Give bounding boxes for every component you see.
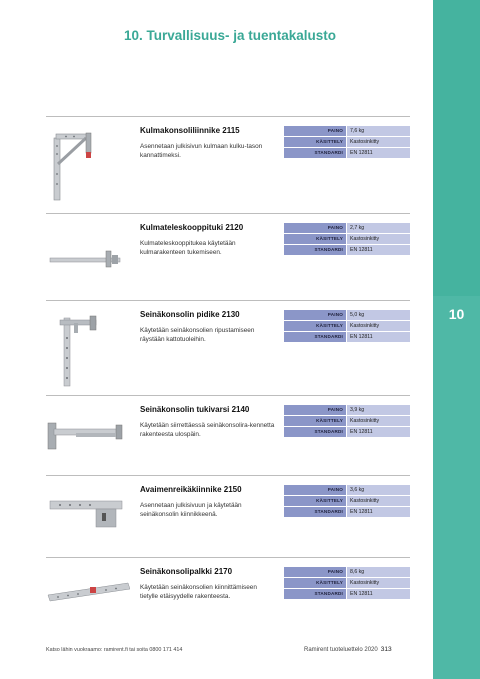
footer-catalog xyxy=(304,646,392,653)
spec-label-weight: PAINO xyxy=(284,405,346,415)
spec-value-standard: EN 12811 xyxy=(347,148,410,158)
spec-value-handling: Kastosinkitty xyxy=(347,321,410,331)
divider xyxy=(46,116,410,117)
product-item xyxy=(46,557,410,649)
spec-table xyxy=(284,126,410,160)
section-tab-number: 10 xyxy=(433,296,480,332)
spec-value-handling: Kastosinkitty xyxy=(347,137,410,147)
spec-value-standard: EN 12811 xyxy=(347,245,410,255)
spec-value-handling: Kastosinkitty xyxy=(347,234,410,244)
spec-label-handling: KÄSITTELY xyxy=(284,234,346,244)
product-description: Kulmateleskooppitukea käytetään kulmarakenteen tukemiseen. xyxy=(140,240,236,256)
footer-contact: Katso lähin vuokraamo: ramirent.fi tai soita 0800 171 414 xyxy=(46,647,183,653)
divider xyxy=(46,475,410,476)
spec-value-weight: 3,9 kg xyxy=(347,405,410,415)
product-name: Seinäkonsolin pidike 2130 xyxy=(140,310,240,319)
spec-label-handling: KÄSITTELY xyxy=(284,578,346,588)
product-item xyxy=(46,300,410,392)
spec-label-standard: STANDARDI xyxy=(284,507,346,517)
product-name: Seinäkonsolin tukivarsi 2140 xyxy=(140,405,250,414)
spec-table xyxy=(284,310,410,344)
section-side-tab-lower xyxy=(433,332,480,679)
spec-label-weight: PAINO xyxy=(284,310,346,320)
spec-label-handling: KÄSITTELY xyxy=(284,137,346,147)
product-description: Käytetään seinäkonsolien ripustamiseen räystään kattotuoleihin. xyxy=(140,327,255,343)
spec-label-standard: STANDARDI xyxy=(284,332,346,342)
spec-value-weight: 7,6 kg xyxy=(347,126,410,136)
product-item xyxy=(46,213,410,305)
section-side-tab xyxy=(433,0,480,296)
product-description: Käytetään siirrettäessä seinäkonsolira-kennetta rakenteesta ulospäin. xyxy=(140,422,275,438)
footer-catalog-title: Ramirent tuoteluettelo 2020 xyxy=(304,647,378,653)
product-item xyxy=(46,116,410,208)
divider xyxy=(46,395,410,396)
spec-value-standard: EN 12811 xyxy=(347,332,410,342)
page-number: 313 xyxy=(380,646,392,653)
spec-value-weight: 2,7 kg xyxy=(347,223,410,233)
spec-label-weight: PAINO xyxy=(284,223,346,233)
spec-label-standard: STANDARDI xyxy=(284,427,346,437)
spec-value-standard: EN 12811 xyxy=(347,427,410,437)
product-description: Käytetään seinäkonsolien kiinnittämiseen tietylle etäisyydelle rakenteesta. xyxy=(140,584,257,600)
spec-label-handling: KÄSITTELY xyxy=(284,496,346,506)
divider xyxy=(46,557,410,558)
spec-value-weight: 8,6 kg xyxy=(347,567,410,577)
spec-label-handling: KÄSITTELY xyxy=(284,416,346,426)
spec-value-weight: 5,0 kg xyxy=(347,310,410,320)
product-name: Kulmateleskooppituki 2120 xyxy=(140,223,244,232)
spec-label-weight: PAINO xyxy=(284,485,346,495)
product-item xyxy=(46,475,410,567)
product-description: Asennetaan julkisivun kulmaan kulku-tason kannattimeksi. xyxy=(140,143,263,159)
product-image-support-arm xyxy=(46,403,130,483)
product-item xyxy=(46,395,410,487)
spec-value-handling: Kastosinkitty xyxy=(347,416,410,426)
spec-table xyxy=(284,223,410,257)
spec-table xyxy=(284,567,410,601)
divider xyxy=(46,300,410,301)
spec-label-weight: PAINO xyxy=(284,126,346,136)
spec-value-weight: 3,6 kg xyxy=(347,485,410,495)
product-name: Seinäkonsolipalkki 2170 xyxy=(140,567,233,576)
product-name: Avaimenreikäkiinnike 2150 xyxy=(140,485,242,494)
spec-label-standard: STANDARDI xyxy=(284,589,346,599)
spec-label-handling: KÄSITTELY xyxy=(284,321,346,331)
spec-label-weight: PAINO xyxy=(284,567,346,577)
spec-table xyxy=(284,405,410,439)
product-name: Kulmakonsoliliinnike 2115 xyxy=(140,126,240,135)
product-image-corner-bracket xyxy=(46,124,130,204)
spec-value-handling: Kastosinkitty xyxy=(347,496,410,506)
spec-label-standard: STANDARDI xyxy=(284,148,346,158)
product-image-telescopic-support xyxy=(46,221,130,301)
page-title: 10. Turvallisuus- ja tuentakalusto xyxy=(123,28,337,43)
product-image-console-beam xyxy=(46,565,130,645)
spec-value-handling: Kastosinkitty xyxy=(347,578,410,588)
spec-table xyxy=(284,485,410,519)
product-description: Asennetaan julkisivuun ja käytetään seinäkonsolin kiinnikkeenä. xyxy=(140,502,242,518)
product-image-console-holder xyxy=(46,308,130,388)
product-image-keyhole-bracket xyxy=(46,483,130,563)
spec-value-standard: EN 12811 xyxy=(347,507,410,517)
spec-label-standard: STANDARDI xyxy=(284,245,346,255)
divider xyxy=(46,213,410,214)
spec-value-standard: EN 12811 xyxy=(347,589,410,599)
